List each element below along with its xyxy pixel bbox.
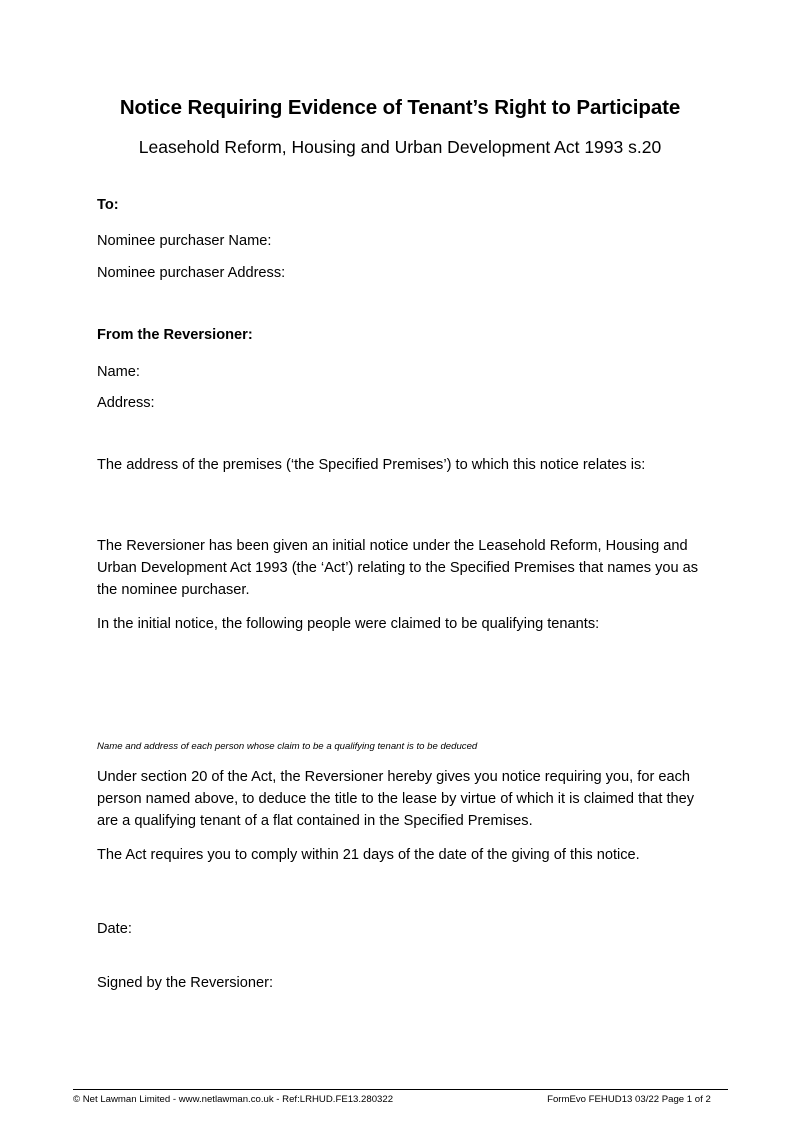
footer-copyright-and-reference: © Net Lawman Limited - www.netlawman.co.uk - Ref:LRHUD.FE13.280322 (73, 1094, 394, 1105)
date-fill-area[interactable] (97, 940, 707, 974)
qualifying-tenants-note: Name and address of each person whose claim to be a qualifying tenant is to be deduced (97, 741, 478, 753)
date-label: Date: (97, 921, 132, 938)
recipient-heading: To: (97, 197, 119, 213)
spacer (97, 346, 707, 363)
spacer (97, 601, 707, 613)
initial-notice-paragraph: The Reversioner has been given an initial notice under the Leasehold Reform, Housing and Urban Development Act 1993 (the ‘Act’) relating to the Specified Premises that names you as the nominee purchaser. (97, 537, 699, 598)
compliance-period-paragraph: The Act requires you to comply within 21 days of the date of the giving of this notice. (97, 847, 640, 864)
signature-label: Signed by the Reversioner: (97, 974, 274, 991)
specified-premises-prompt: The address of the premises (‘the Specified Premises’) to which this notice relates is: (97, 457, 646, 474)
section-20-paragraph: Under section 20 of the Act, the Reversioner hereby gives you notice requiring you, for each person named above, to deduce the title to the lease by virtue of which it is claimed that they are a qualifying tenant of a flat contained in the Specified Premises. (97, 768, 695, 830)
spacer (97, 442, 707, 454)
document-body (97, 196, 707, 993)
page-title: Notice Requiring Evidence of Tenant’s Right to Participate (119, 96, 681, 119)
spacer (97, 832, 707, 844)
spacer (97, 754, 707, 766)
spacer (97, 382, 707, 394)
nominee-purchaser-name-label: Nominee purchaser Name: (97, 233, 272, 250)
reversioner-address-label: Address: (97, 395, 155, 412)
spacer (97, 283, 707, 326)
reversioner-heading: From the Reversioner: (97, 327, 253, 344)
reversioner-name-label: Name: (97, 363, 140, 380)
qualifying-tenants-fill-area[interactable] (97, 635, 707, 741)
spacer (97, 252, 707, 264)
premises-address-fill-area[interactable] (97, 477, 707, 535)
spacer (97, 413, 707, 442)
page-subtitle: Leasehold Reform, Housing and Urban Development Act 1993 s.20 (138, 137, 662, 157)
footer-form-reference: FormEvo FEHUD13 03/22 Page 1 of 2 (547, 1094, 711, 1105)
qualifying-tenants-paragraph: In the initial notice, the following people were claimed to be qualifying tenants: (97, 616, 600, 633)
nominee-purchaser-address-label: Nominee purchaser Address: (97, 264, 286, 281)
spacer (97, 866, 707, 920)
spacer (97, 215, 707, 232)
page-footer (73, 1089, 728, 1106)
